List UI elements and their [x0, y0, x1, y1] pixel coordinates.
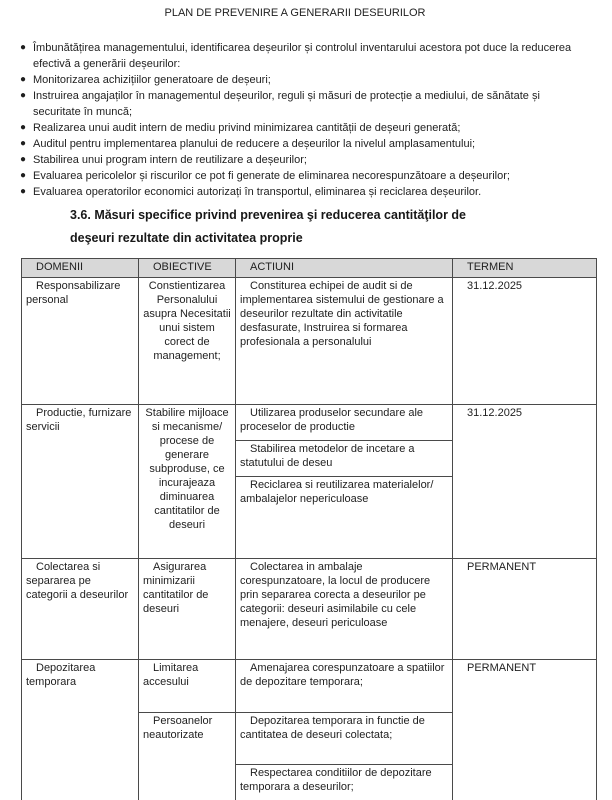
list-item-text: Stabilirea unui program intern de reutilizare a deșeurilor;: [33, 154, 307, 166]
cell-actiuni: Utilizarea produselor secundare ale proceselor de productie: [236, 405, 453, 441]
cell-domenii: Depozitarea temporara: [22, 660, 139, 800]
list-item: [19, 136, 587, 152]
list-item: [19, 152, 587, 168]
column-header-obiective: OBIECTIVE: [139, 259, 236, 278]
bullet-icon: ●: [20, 154, 27, 165]
bullet-icon: ●: [20, 90, 27, 101]
bullet-icon: ●: [20, 122, 27, 133]
cell-obiective: Constientizarea Personalului asupra Necesitatii unui sistem corect de management;: [139, 278, 236, 405]
list-item: [19, 88, 587, 120]
list-item: [19, 40, 587, 72]
column-header-domenii: DOMENII: [22, 259, 139, 278]
bullet-icon: ●: [20, 170, 27, 181]
table-header-row: [22, 259, 597, 278]
list-item-text: Instruirea angajaților în managementul deșeurilor, reguli și măsuri de protecție a mediului, de sănătate și securitate în muncă;: [33, 90, 540, 118]
bullet-list: [19, 40, 587, 200]
list-item: [19, 120, 587, 136]
measures-table: [21, 258, 597, 800]
section-heading-line2: deşeuri rezultate din activitatea proprie: [70, 231, 303, 245]
section-heading: [70, 204, 540, 250]
bullet-icon: ●: [20, 42, 27, 53]
column-header-actiuni: ACTIUNI: [236, 259, 453, 278]
table-row: [22, 660, 597, 713]
cell-domenii: Responsabilizare personal: [22, 278, 139, 405]
table-row: [22, 278, 597, 405]
cell-termen: PERMANENT: [453, 660, 597, 800]
cell-obiective: Limitarea accesului: [139, 660, 236, 713]
table-row: [22, 405, 597, 441]
cell-obiective: Stabilire mijloace si mecanisme/ procese de generare subproduse, ce incurajeaza diminuarea cantitatilor de deseuri: [139, 405, 236, 559]
cell-obiective: Asigurarea minimizarii cantitatilor de deseuri: [139, 559, 236, 660]
list-item-text: Îmbunătățirea managementului, identificarea deșeurilor și controlul inventarului acestora pot duce la reducerea efectivă a generării deșeurilor:: [33, 42, 572, 70]
list-item-text: Evaluarea pericolelor și riscurilor ce pot fi generate de eliminarea necorespunzătoare a deșeurilor;: [33, 170, 510, 182]
cell-actiuni: Constiturea echipei de audit si de implementarea sistemului de gestionare a deseurilor rezultate din activitatile desfasurate, Instruirea si formarea profesionala a personalului: [236, 278, 453, 405]
list-item-text: Monitorizarea achizițiilor generatoare de deșeuri;: [33, 74, 271, 86]
cell-domenii: Colectarea si separarea pe categorii a deseurilor: [22, 559, 139, 660]
cell-termen: PERMANENT: [453, 559, 597, 660]
table-row: [22, 559, 597, 660]
list-item-text: Evaluarea operatorilor economici autorizați în transportul, eliminarea și reciclarea deșeurilor.: [33, 186, 482, 198]
cell-obiective: Persoanelor neautorizate: [139, 713, 236, 800]
cell-actiuni: Colectarea in ambalaje corespunzatoare, la locul de producere prin separarea corecta a deseurilor pe categorii: deseuri asimilabile cu cele menajere, deseuri periculoase: [236, 559, 453, 660]
cell-actiuni: Reciclarea si reutilizarea materialelor/ ambalajelor nepericuloase: [236, 477, 453, 559]
cell-actiuni: Respectarea conditiilor de depozitare temporara a deseurilor;: [236, 765, 453, 800]
list-item: [19, 184, 587, 200]
bullet-icon: ●: [20, 186, 27, 197]
list-item-text: Auditul pentru implementarea planului de reducere a deșeurilor la nivelul amplasamentului;: [33, 138, 476, 150]
bullet-icon: ●: [20, 138, 27, 149]
list-item: [19, 72, 587, 88]
column-header-termen: TERMEN: [453, 259, 597, 278]
cell-domenii: Productie, furnizare servicii: [22, 405, 139, 559]
list-item: [19, 168, 587, 184]
list-item-text: Realizarea unui audit intern de mediu privind minimizarea cantității de deșeuri generată;: [33, 122, 461, 134]
bullet-icon: ●: [20, 74, 27, 85]
cell-actiuni: Depozitarea temporara in functie de cantitatea de deseuri colectata;: [236, 713, 453, 765]
page-title: PLAN DE PREVENIRE A GENERARII DESEURILOR: [164, 7, 426, 19]
cell-termen: 31.12.2025: [453, 405, 597, 559]
cell-termen: 31.12.2025: [453, 278, 597, 405]
section-heading-line1: 3.6. Măsuri specifice privind prevenirea şi reducerea cantităţilor de: [70, 208, 466, 222]
cell-actiuni: Stabilirea metodelor de incetare a statutului de deseu: [236, 441, 453, 477]
cell-actiuni: Amenajarea corespunzatoare a spatiilor de depozitare temporara;: [236, 660, 453, 713]
